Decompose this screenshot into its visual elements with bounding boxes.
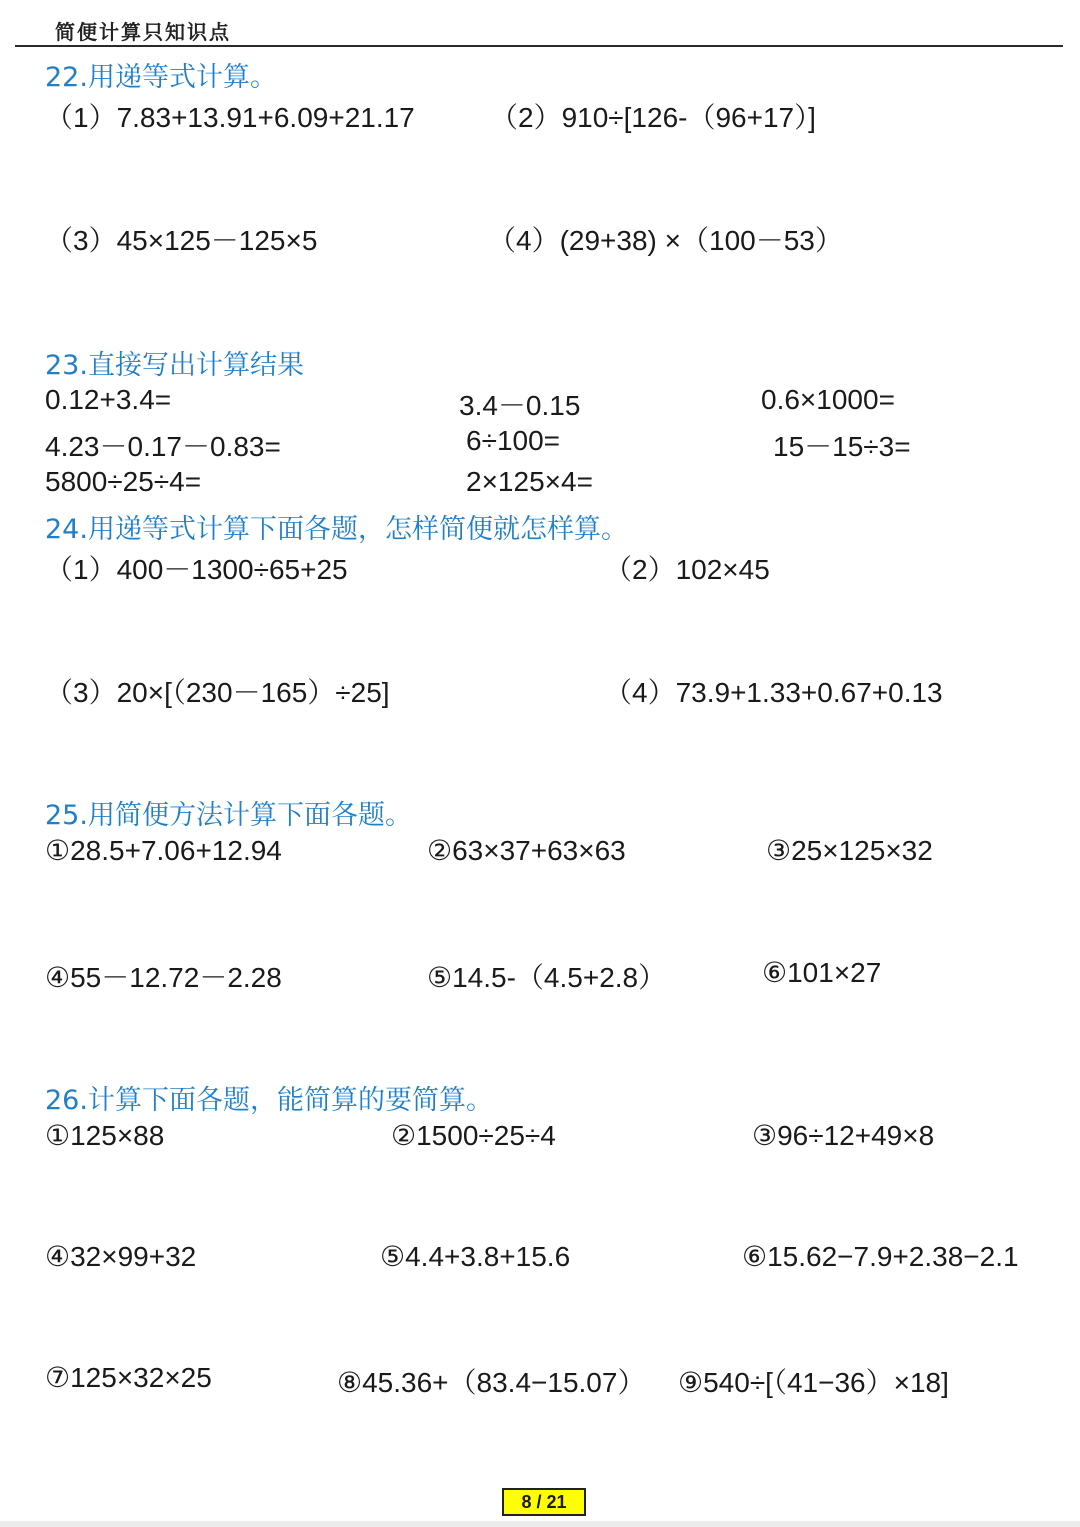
page-header-title: 简便计算只知识点 xyxy=(55,20,231,44)
s24-problem-3: （3）20×[（230－165）÷25] xyxy=(45,677,390,708)
s25-problem-2: ②63×37+63×63 xyxy=(427,835,626,866)
section-23-title: 23.直接写出计算结果 xyxy=(45,350,304,381)
s22-problem-2: （2）910÷[126-（96+17）] xyxy=(490,102,816,133)
s24-problem-4: （4）73.9+1.33+0.67+0.13 xyxy=(604,677,943,708)
s23-item-r1c3: 0.6×1000= xyxy=(761,384,895,415)
section-22-title: 22.用递等式计算。 xyxy=(45,62,277,93)
s25-problem-1: ①28.5+7.06+12.94 xyxy=(45,835,282,866)
section-25-title: 25.用简便方法计算下面各题。 xyxy=(45,800,412,831)
s26-problem-7: ⑦125×32×25 xyxy=(45,1362,212,1393)
s22-problem-1: （1）7.83+13.91+6.09+21.17 xyxy=(45,102,415,133)
s23-item-r3c2: 2×125×4= xyxy=(466,466,593,497)
s26-problem-2: ②1500÷25÷4 xyxy=(391,1120,556,1151)
s26-problem-9: ⑨540÷[（41−36）×18] xyxy=(678,1367,949,1398)
s23-item-r3c1: 5800÷25÷4= xyxy=(45,466,202,497)
s22-problem-3: （3）45×125－125×5 xyxy=(45,225,318,256)
s25-problem-5: ⑤14.5-（4.5+2.8） xyxy=(427,962,667,993)
s23-item-r1c1: 0.12+3.4= xyxy=(45,384,172,415)
s26-problem-4: ④32×99+32 xyxy=(45,1241,197,1272)
s26-problem-5: ⑤4.4+3.8+15.6 xyxy=(380,1241,571,1272)
s25-problem-6: ⑥101×27 xyxy=(762,957,882,988)
s23-item-r1c2: 3.4－0.15 xyxy=(459,390,581,421)
bottom-edge xyxy=(0,1521,1080,1527)
s23-item-r2c2: 6÷100= xyxy=(466,425,561,456)
section-26-title: 26.计算下面各题，能简算的要简算。 xyxy=(45,1085,493,1116)
page-number-badge: 8 / 21 xyxy=(502,1488,586,1516)
section-24-title: 24.用递等式计算下面各题，怎样简便就怎样算。 xyxy=(45,514,628,545)
s26-problem-6: ⑥15.62−7.9+2.38−2.1 xyxy=(742,1241,1019,1272)
s25-problem-4: ④55－12.72－2.28 xyxy=(45,962,282,993)
s23-item-r2c1: 4.23－0.17－0.83= xyxy=(45,431,281,462)
s25-problem-3: ③25×125×32 xyxy=(766,835,933,866)
s24-problem-2: （2）102×45 xyxy=(604,554,770,585)
s26-problem-3: ③96÷12+49×8 xyxy=(752,1120,935,1151)
s24-problem-1: （1）400－1300÷65+25 xyxy=(45,554,348,585)
s26-problem-1: ①125×88 xyxy=(45,1120,165,1151)
s23-item-r2c3: 15－15÷3= xyxy=(773,431,911,462)
s22-problem-4: （4）(29+38) ×（100－53） xyxy=(488,225,843,256)
s26-problem-8: ⑧45.36+（83.4−15.07） xyxy=(337,1367,646,1398)
header-divider xyxy=(15,45,1063,47)
